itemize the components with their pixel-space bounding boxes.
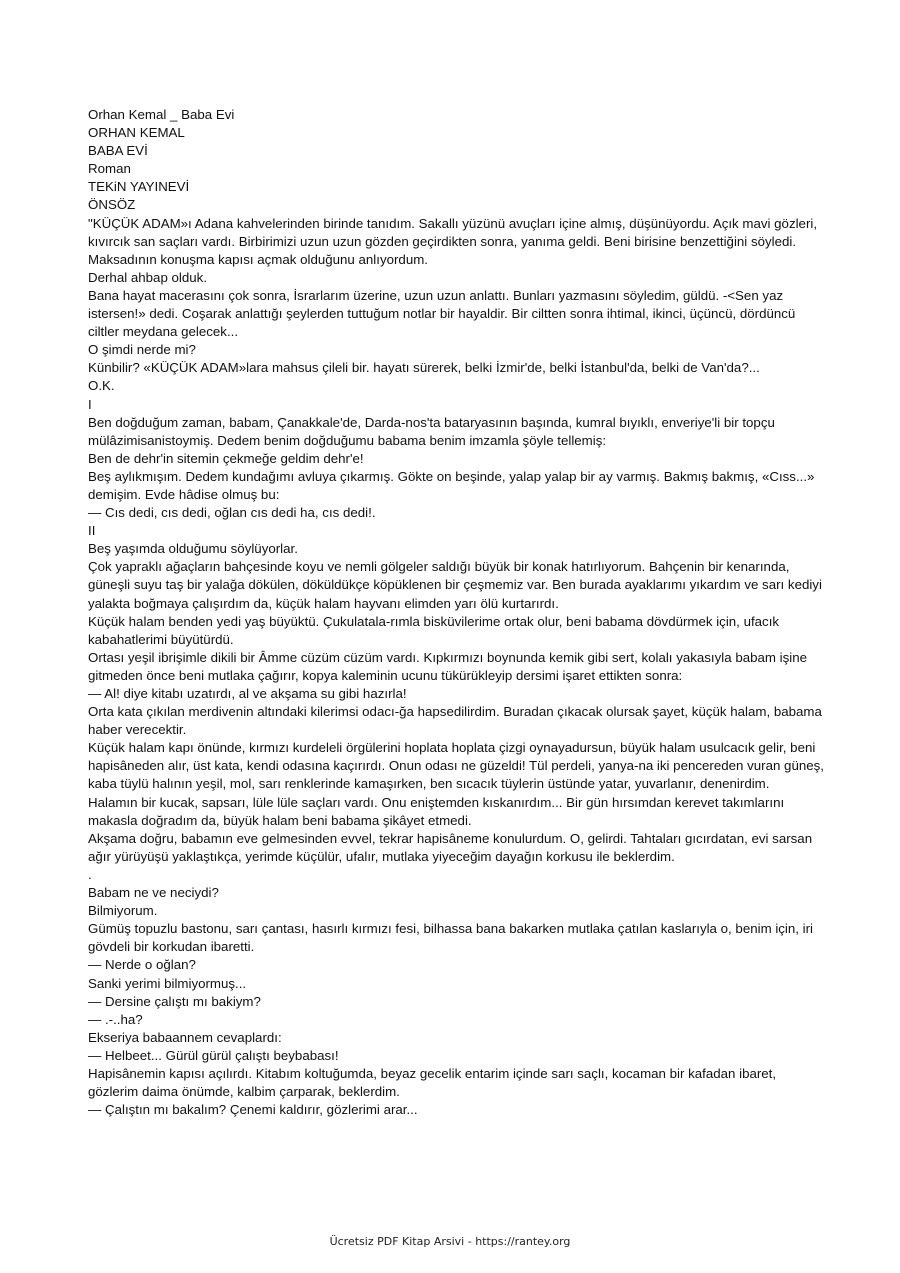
paragraph: Künbilir? «KÜÇÜK ADAM»lara mahsus çileli bir. hayatı sürerek, belki İzmir'de, belki İstanbul'da, belki de Van'da?... <box>88 360 760 376</box>
doc-line-section-preface: ÖNSÖZ <box>88 197 136 213</box>
doc-line-author: ORHAN KEMAL <box>88 125 185 141</box>
doc-line-book-title: BABA EVİ <box>88 143 148 159</box>
paragraph: Orta kata çıkılan merdivenin altındaki kilerimsi odacı-ğa hapsedilirdim. Buradan çıkacak olursak şayet, küçük halam, babama haber verecektir. <box>88 704 822 738</box>
paragraph: — Al! diye kitabı uzatırdı, al ve akşama su gibi hazırla! <box>88 686 407 701</box>
doc-line-author-title: Orhan Kemal _ Baba Evi <box>88 107 235 122</box>
paragraph: Akşama doğru, babamın eve gelmesinden evvel, tekrar hapisâneme konulurdum. O, gelirdi. Tahtaları gıcırdatan, evi sarsan ağır yürüyüşü yaklaştıkça, yerimde küçülür, ufalır, mutlaka yiyeceğim dayağın korkusu ile beklerdim. <box>88 830 813 864</box>
paragraph: Gümüş topuzlu bastonu, sarı çantası, hasırlı kırmızı fesi, bilhassa bana bakarken mutlaka çatılan kaslarıyla o, benim için, iri gövdeli bir korkudan ibaretti. <box>88 921 814 955</box>
dialogue-line: — Çalıştın mı bakalım? Çenemi kaldırır, gözlerimi arar... <box>88 1102 418 1118</box>
page-footer: Ücretsiz PDF Kitap Arsivi - https://rantey.org <box>329 1235 571 1248</box>
paragraph: — Cıs dedi, cıs dedi, oğlan cıs dedi ha, cıs dedi!. <box>88 505 376 521</box>
dialogue-line: — .-..ha? <box>88 1011 143 1027</box>
paragraph: Küçük halam kapı önünde, kırmızı kurdeleli örgülerini hoplata hoplata çizgi oynayadursun, büyük halam usulcacık gelir, beni hapisâneden alır, üst kata, kendi odasına kaçırırdı. Onun odası ne güzeldi! Tül perdeli, yanya-na iki pencereden vuran güneş, kaba tüylü halının yeşil, mol, sarı renklerinde kamaşırken, ben sıcacık tüylerin üstünde yatar, yuvarlanır, denenirdim. <box>88 740 824 792</box>
paragraph: Beş aylıkmışım. Dedem kundağımı avluya çıkarmış. Gökte on beşinde, yalap yalap bir ay varmış. Bakmış bakmış, «Cıss...» demişim. Evde hâdise olmuş bu: <box>88 468 815 502</box>
paragraph: Bana hayat macerasını çok sonra, İsrarlarım üzerine, uzun uzun anlattı. Bunları yazmasını söyledim, güldü. -<Sen yaz istersen!» dedi. Coşarak anlattığı şeylerden tuttuğum notlar bir hayaldir. Bir ciltten sonra ihtimal, ikinci, üçüncü, dördüncü ciltler meydana gelecek... <box>88 287 796 340</box>
paragraph: Küçük halam benden yedi yaş büyüktü. Çukulatala-rımla bisküvilerime ortak olur, beni babama dövdürmek için, ufacık kabahatlerimi büyütürdü. <box>88 613 780 647</box>
dialogue-line: — Dersine çalıştı mı bakiym? <box>88 993 261 1009</box>
chapter-heading: II <box>88 523 96 539</box>
paragraph: Sanki yerimi bilmiyormuş... <box>88 975 247 991</box>
doc-line-publisher: TEKiN YAYINEVİ <box>88 179 190 195</box>
document-page <box>88 106 828 1119</box>
paragraph: Hapisânemin kapısı açılırdı. Kitabım koltuğumda, beyaz gecelik entarim içinde sarı saçlı, kocaman bir kafadan ibaret, gözlerim daima önümde, kalbim çarparak, beklerdim. <box>88 1065 777 1100</box>
paragraph: Derhal ahbap olduk. <box>88 269 208 285</box>
dialogue-line: — Nerde o oğlan? <box>88 957 196 973</box>
paragraph: Beş yaşımda olduğumu söylüyorlar. <box>88 541 298 557</box>
doc-line-genre: Roman <box>88 161 131 177</box>
paragraph: Ben doğduğum zaman, babam, Çanakkale'de, Darda-nos'ta bataryasının başında, kumral bıyıklı, enveriye'li bir topçu mülâzimisanistoymiş. Dedem benim doğduğumu babama benim imzamla şöyle tellemiş: <box>88 414 775 448</box>
paragraph: "KÜÇÜK ADAM»ı Adana kahvelerinden birinde tanıdım. Sakallı yüzünü avuçları içine almış, düşünüyordu. Açık mavi gözleri, kıvırcık san saçları vardı. Birbirimizi uzun uzun gözden geçirdikten sonra, yanıma geldi. Beni birisine benzettiğini söyledi. Maksadının konuşma kapısı açmak olduğunu anlıyordum. <box>88 215 818 267</box>
paragraph: Ekseriya babaannem cevaplardı: <box>88 1029 282 1045</box>
paragraph: Bilmiyorum. <box>88 903 158 919</box>
dialogue-line: — Helbeet... Gürül gürül çalıştı beybabası! <box>88 1047 339 1063</box>
paragraph-separator: . <box>88 866 92 882</box>
paragraph: Çok yapraklı ağaçların bahçesinde koyu ve nemli gölgeler saldığı büyük bir konak hatırlıyorum. Bahçenin bir kenarında, güneşli suyu taş bir yalağa dökülen, döküldükçe köpüklenen bir çeşmemiz var. Ben burada ayaklarımı yıkardım ve sarı kediyi yalakta boğmaya çalışırdım da, küçük halam hayvanı elimden yarı ölü kurtarırdı. <box>88 559 822 611</box>
paragraph: Ortası yeşil ibrişimle dikili bir Âmme cüzüm cüzüm vardı. Kıpkırmızı boynunda kemik gibi sert, kolalı yakasıyla babam işine gitmeden önce beni mutlaka çağırır, kopya kaleminin ucunu tükürükleyip dersimi işaret ettikten sonra: <box>88 649 808 683</box>
paragraph: O.K. <box>88 378 115 394</box>
paragraph: Ben de dehr'in sitemin çekmeğe geldim dehr'e! <box>88 450 364 466</box>
paragraph: Babam ne ve neciydi? <box>88 885 219 901</box>
paragraph: Halamın bir kucak, sapsarı, lüle lüle saçları vardı. Onu eniştemden kıskanırdım... Bir gün hırsımdan kerevet takımlarını makasla doğradım da, büyük halam beni babama şikâyet etmedi. <box>88 794 785 828</box>
paragraph: O şimdi nerde mi? <box>88 342 196 358</box>
chapter-heading: I <box>88 396 92 412</box>
